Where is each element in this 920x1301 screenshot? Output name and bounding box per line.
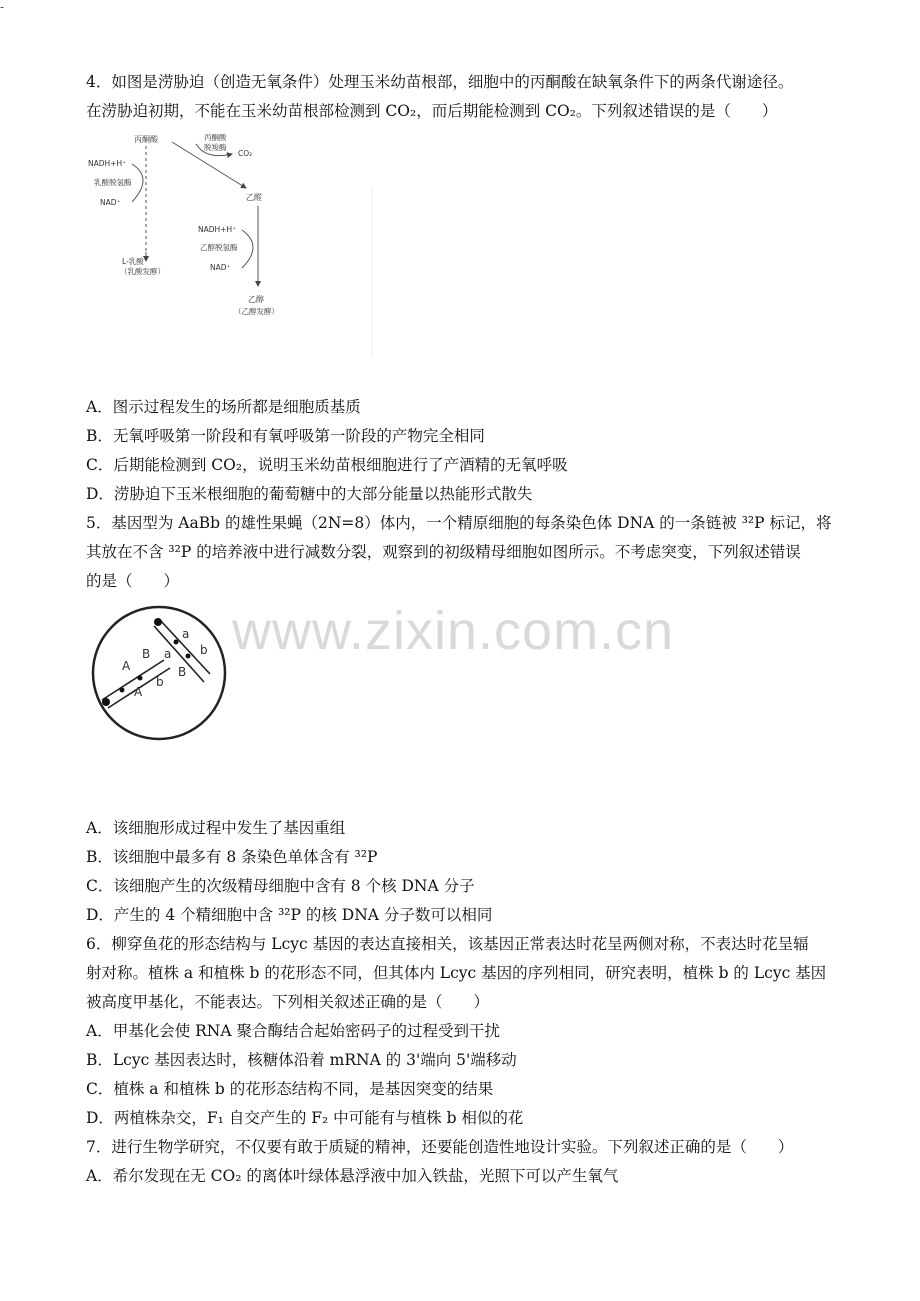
- gene-label: b: [200, 643, 208, 657]
- centromere-right: [154, 618, 162, 626]
- q5-option-b: B．该细胞中最多有 8 条染色单体含有 ³²P: [86, 848, 378, 866]
- q4-stem-line-2: 在涝胁迫初期，不能在玉米幼苗根部检测到 CO₂，而后期能检测到 CO₂。下列叙述错误的是（ ）: [86, 102, 778, 120]
- gene-label: B: [178, 665, 187, 679]
- corner-mark: -: [0, 0, 5, 14]
- nad-right-label: NAD⁺: [210, 263, 231, 272]
- co2-label: CO₂: [238, 149, 253, 158]
- q4-option-a: A．图示过程发生的场所都是细胞质基质: [86, 398, 361, 416]
- q4-metabolism-diagram: [86, 126, 386, 362]
- gene-label: B: [142, 647, 151, 661]
- nad-left-label: NAD⁺: [100, 198, 121, 207]
- q6-option-d: D．两植株杂交，F₁ 自交产生的 F₂ 中可能有与植株 b 相似的花: [86, 1109, 524, 1127]
- gene-label: a: [182, 627, 190, 641]
- q5-option-a: A．该细胞形成过程中发生了基因重组: [86, 819, 346, 837]
- adh-label: 乙醇脱氢酶: [200, 243, 238, 252]
- q7-option-a: A．希尔发现在无 CO₂ 的离体叶绿体悬浮液中加入铁盐，光照下可以产生氧气: [86, 1167, 619, 1185]
- q4-option-b: B．无氧呼吸第一阶段和有氧呼吸第一阶段的产物完全相同: [86, 427, 485, 445]
- cell-membrane: [93, 607, 225, 739]
- nadh-right-label: NADH+H⁺: [198, 225, 237, 234]
- q5-option-c: C．该细胞产生的次级精母细胞中含有 8 个核 DNA 分子: [86, 877, 475, 895]
- q6-stem-line-2: 射对称。植株 a 和植株 b 的花形态不同，但其体内 Lcyc 基因的序列相同，研究表明，植株 b 的 Lcyc 基因: [86, 964, 827, 982]
- gene-label: A: [122, 659, 131, 673]
- pdc-label-1: 丙酮酸: [204, 133, 227, 142]
- q5-cell-diagram: [84, 598, 234, 750]
- q5-option-d: D．产生的 4 个精细胞中含 ³²P 的核 DNA 分子数可以相同: [86, 906, 493, 924]
- gene-label: A: [134, 685, 143, 699]
- q5-stem-line-2: 其放在不含 ³²P 的培养液中进行减数分裂，观察到的初级精母细胞如图所示。不考虑突变，下列叙述错误: [86, 543, 801, 561]
- centromere-left: [102, 698, 110, 706]
- pdc-label-2: 脱羧酶: [204, 143, 227, 152]
- ethanol-sub-label: （乙醇发酵）: [234, 307, 279, 316]
- ldh-cycle-arrow: [132, 164, 143, 202]
- q5-stem-line-3: 的是（ ）: [86, 572, 180, 590]
- q4-stem-line-1: 4．如图是涝胁迫（创造无氧条件）处理玉米幼苗根部，细胞中的丙酮酸在缺氧条件下的两条代谢途径。: [86, 73, 794, 91]
- watermark: www.zixin.com.cn: [232, 601, 675, 661]
- q6-option-b: B．Lcyc 基因表达时，核糖体沿着 mRNA 的 3'端向 5'端移动: [86, 1051, 517, 1069]
- lactate-label: L-乳酸: [122, 257, 144, 266]
- chromosome-left-strand-1: [102, 660, 164, 700]
- lactate-sub-label: （乳酸发酵）: [120, 267, 165, 276]
- q7-stem-line-1: 7．进行生物学研究，不仅要有敢于质疑的精神，还要能创造性地设计实验。下列叙述正确的是（ ）: [86, 1138, 794, 1156]
- q6-option-c: C．植株 a 和植株 b 的花形态结构不同，是基因突变的结果: [86, 1080, 494, 1098]
- q6-stem-line-1: 6．柳穿鱼花的形态结构与 Lcyc 基因的表达直接相关，该基因正常表达时花呈两侧对称，不表达时花呈辐: [86, 935, 809, 953]
- q4-option-d: D．涝胁迫下玉米根细胞的葡萄糖中的大部分能量以热能形式散失: [86, 485, 533, 503]
- acetaldehyde-label: 乙醛: [246, 193, 262, 202]
- adh-cycle-arrow: [242, 230, 253, 268]
- ldh-label: 乳酸脱氢酶: [94, 178, 132, 187]
- q5-stem-line-1: 5．基因型为 AaBb 的雄性果蝇（2N=8）体内，一个精原细胞的每条染色体 DNA 的一条链被 ³²P 标记，将: [86, 514, 832, 532]
- gene-label: a: [164, 647, 172, 661]
- pyruvate-label: 丙酮酸: [134, 135, 158, 144]
- q4-option-c: C．后期能检测到 CO₂，说明玉米幼苗根细胞进行了产酒精的无氧呼吸: [86, 456, 568, 474]
- nadh-left-label: NADH+H⁺: [88, 159, 127, 168]
- q6-stem-line-3: 被高度甲基化，不能表达。下列相关叙述正确的是（ ）: [86, 993, 490, 1011]
- gene-label: b: [156, 675, 164, 689]
- ethanol-label: 乙醇: [248, 295, 264, 304]
- q6-option-a: A．甲基化会使 RNA 聚合酶结合起始密码子的过程受到干扰: [86, 1022, 500, 1040]
